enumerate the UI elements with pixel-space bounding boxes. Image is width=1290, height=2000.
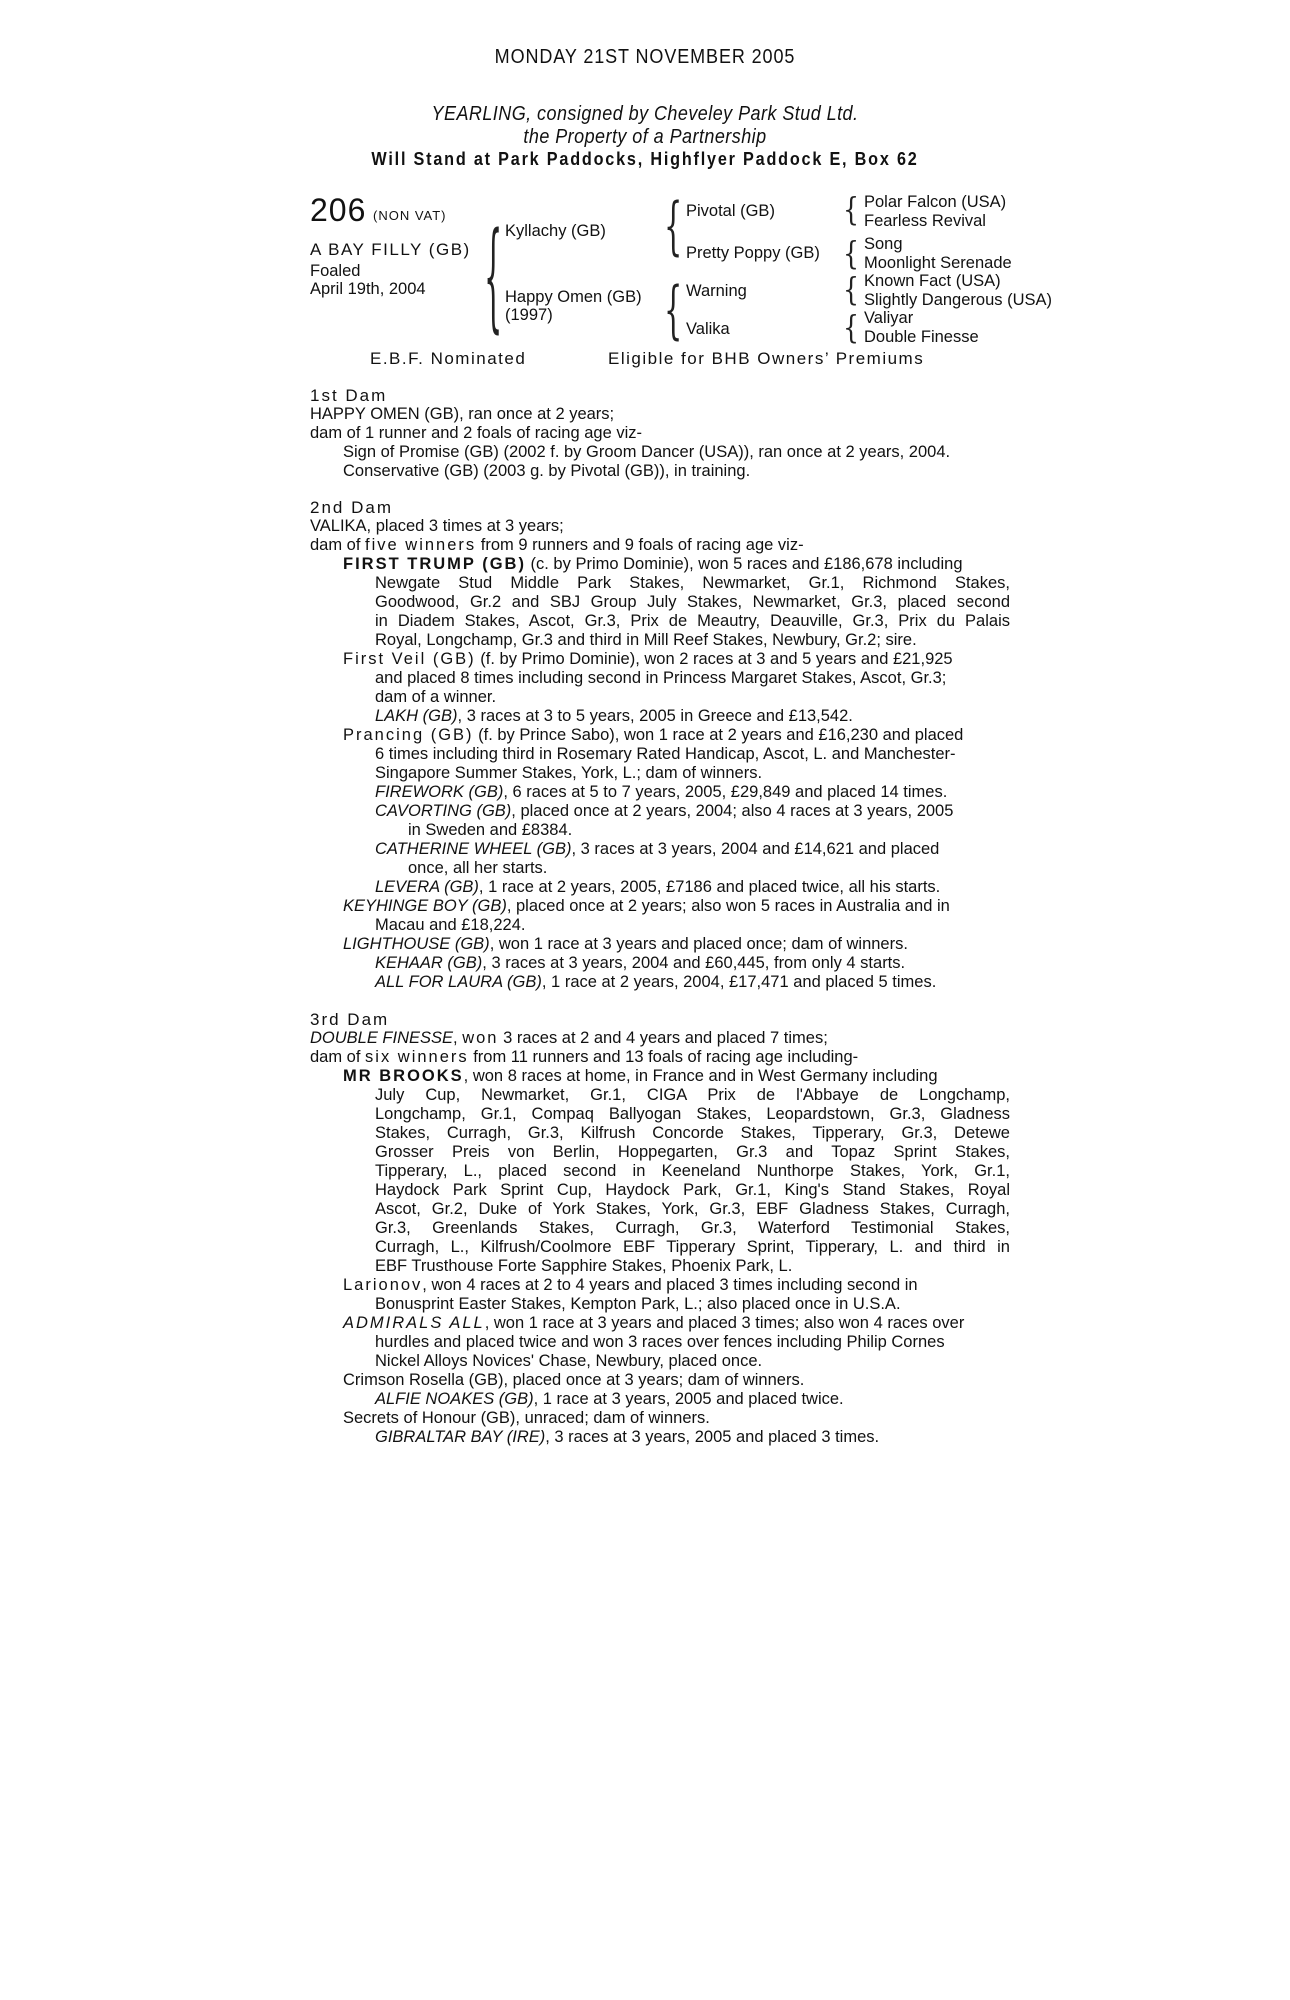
pedigree-brace: {	[484, 204, 503, 346]
sire-dam: Pretty Poppy (GB)	[686, 244, 820, 262]
dam-line	[310, 536, 1010, 555]
foaled-date: April 19th, 2004	[310, 280, 426, 298]
horse-name: LIGHTHOUSE (GB)	[343, 935, 490, 953]
text: , 6 races at 5 to 7 years, 2005, £29,849 and placed 14 times.	[503, 783, 948, 801]
produce-detail: Longchamp, Gr.1, Compaq Ballyogan Stakes, Leopardstown, Gr.3, Gladness	[375, 1105, 1010, 1123]
pedigree-brace: {	[843, 234, 860, 273]
ancestor: Fearless Revival	[864, 212, 986, 230]
dam-foaling-year: (1997)	[505, 306, 553, 324]
ancestor: Valiyar	[864, 309, 914, 327]
grand-produce-line	[310, 802, 1010, 821]
produce-detail: Grosser Preis von Berlin, Hoppegarten, Gr.3 and Topaz Sprint Stakes,	[375, 1143, 1010, 1161]
winners-count: six winners	[365, 1048, 469, 1066]
grand-produce-line	[310, 954, 1010, 973]
lot-description: A BAY FILLY (GB)	[310, 240, 471, 259]
produce-line: Conservative (GB) (2003 g. by Pivotal (GB)), in training.	[343, 462, 751, 480]
text: , 1 race at 2 years, 2004, £17,471 and placed 5 times.	[541, 973, 937, 991]
produce-detail: Tipperary, L., placed second in Keeneland Nunthorpe Stakes, York, Gr.1,	[375, 1162, 1010, 1180]
text: dam of	[310, 1048, 366, 1066]
produce-detail: 6 times including third in Rosemary Rated Handicap, Ascot, L. and Manchester-	[375, 745, 956, 763]
property-line: the Property of a Partnership	[523, 126, 767, 148]
produce-detail: EBF Trusthouse Forte Sapphire Stakes, Phoenix Park, L.	[375, 1257, 793, 1275]
produce-detail: in Sweden and £8384.	[408, 821, 573, 839]
produce-line	[310, 650, 1010, 669]
grand-produce-line	[310, 878, 1010, 897]
produce-detail: Royal, Longchamp, Gr.3 and third in Mill Reef Stakes, Newbury, Gr.2; sire.	[375, 631, 917, 649]
text: from 9 runners and 9 foals of racing age viz-	[476, 536, 804, 554]
horse-name: ALFIE NOAKES (GB)	[375, 1390, 534, 1408]
produce-detail: Macau and £18,224.	[375, 916, 526, 934]
sire: Kyllachy (GB)	[505, 222, 606, 240]
section-heading: 2nd Dam	[310, 498, 393, 517]
produce-line: Secrets of Honour (GB), unraced; dam of winners.	[343, 1409, 710, 1427]
bhb-eligibility: Eligible for BHB Owners’ Premiums	[608, 349, 925, 368]
text: , 3 races at 3 years, 2004 and £60,445, from only 4 starts.	[482, 954, 906, 972]
consignor-block	[65, 103, 1226, 149]
produce-line	[310, 897, 1010, 916]
grand-produce-line	[310, 1390, 1010, 1409]
produce-line: Sign of Promise (GB) (2002 f. by Groom Dancer (USA)), ran once at 2 years, 2004.	[343, 443, 951, 461]
produce-detail: Ascot, Gr.2, Duke of York Stakes, York, Gr.3, EBF Gladness Stakes, Curragh,	[375, 1200, 1010, 1218]
horse-name: CATHERINE WHEEL (GB)	[375, 840, 572, 858]
consignor-line: YEARLING, consigned by Cheveley Park Stud Ltd.	[431, 103, 859, 125]
produce-line	[310, 1067, 1010, 1086]
produce-line	[310, 1314, 1010, 1333]
text: , 3 races at 3 years, 2004 and £14,621 and placed	[571, 840, 940, 858]
dam-line	[310, 1029, 1010, 1048]
text: , won 4 races at 2 to 4 years and placed 3 times including second in	[422, 1276, 918, 1294]
dam-line: dam of 1 runner and 2 foals of racing age viz-	[310, 424, 643, 442]
horse-name: LAKH (GB)	[375, 707, 458, 725]
lot-number: 206	[310, 192, 367, 228]
ancestor: Double Finesse	[864, 328, 979, 346]
dam: Happy Omen (GB)	[505, 288, 642, 306]
text: , placed once at 2 years; also won 5 races in Australia and in	[506, 897, 950, 915]
horse-name: CAVORTING (GB)	[375, 802, 512, 820]
pedigree-brace: {	[843, 190, 860, 229]
horse-name: Prancing (GB)	[343, 726, 474, 744]
dam-dam: Valika	[686, 320, 730, 338]
pedigree-brace: {	[843, 308, 860, 347]
grand-produce-line	[310, 707, 1010, 726]
lot-info	[310, 189, 1010, 372]
text: 3 races at 2 and 4 years and placed 7 times;	[498, 1029, 828, 1047]
text: , 1 race at 3 years, 2005 and placed twice.	[533, 1390, 844, 1408]
text: , placed once at 2 years, 2004; also 4 races at 3 years, 2005	[511, 802, 954, 820]
text: , won 1 race at 3 years and placed 3 times; also won 4 races over	[484, 1314, 965, 1332]
ancestor: Moonlight Serenade	[864, 254, 1012, 272]
dam-line	[310, 1048, 1010, 1067]
first-dam-section	[310, 386, 1010, 481]
grand-produce-line	[310, 840, 1010, 859]
grand-produce-line	[310, 1428, 1010, 1447]
ancestor: Known Fact (USA)	[864, 272, 1001, 290]
ancestor: Slightly Dangerous (USA)	[864, 291, 1052, 309]
horse-name: ADMIRALS ALL	[343, 1314, 485, 1332]
text: dam of	[310, 536, 366, 554]
sire-sire: Pivotal (GB)	[686, 202, 775, 220]
horse-name: MR BROOKS	[343, 1067, 464, 1085]
pedigree-brace: {	[664, 273, 683, 348]
horse-name: ALL FOR LAURA (GB)	[375, 973, 542, 991]
section-heading: 3rd Dam	[310, 1010, 390, 1029]
produce-detail: Singapore Summer Stakes, York, L.; dam of winners.	[375, 764, 763, 782]
horse-name: FIRST TRUMP (GB)	[343, 555, 526, 573]
vat-status: (NON VAT)	[373, 208, 447, 223]
horse-name: KEYHINGE BOY (GB)	[343, 897, 507, 915]
produce-line	[310, 555, 1010, 574]
grand-produce-line	[310, 783, 1010, 802]
section-heading: 1st Dam	[310, 386, 388, 405]
text: (f. by Primo Dominie), won 2 races at 3 and 5 years and £21,925	[475, 650, 953, 668]
produce-detail: dam of a winner.	[375, 688, 497, 706]
foaled-label: Foaled	[310, 262, 361, 280]
horse-name: Larionov	[343, 1276, 423, 1294]
second-dam-section	[310, 498, 1010, 992]
third-dam-section	[310, 1010, 1010, 1447]
produce-line	[310, 726, 1010, 745]
text: from 11 runners and 13 foals of racing age including-	[468, 1048, 859, 1066]
ebf-nomination: E.B.F. Nominated	[370, 349, 527, 368]
produce-detail: Gr.3, Greenlands Stakes, Curragh, Gr.3, Waterford Testimonial Stakes,	[375, 1219, 1010, 1237]
horse-name: GIBRALTAR BAY (IRE)	[375, 1428, 546, 1446]
produce-detail: Nickel Alloys Novices' Chase, Newbury, placed once.	[375, 1352, 763, 1370]
text: , won 8 races at home, in France and in West Germany including	[463, 1067, 938, 1085]
produce-detail: Curragh, L., Kilfrush/Coolmore EBF Tipperary Sprint, Tipperary, L. and third in	[375, 1238, 1010, 1256]
dam-sire: Warning	[686, 282, 747, 300]
produce-detail: Haydock Park Sprint Cup, Haydock Park, Gr.1, King's Stand Stakes, Royal	[375, 1181, 1010, 1199]
produce-detail: Newgate Stud Middle Park Stakes, Newmarket, Gr.1, Richmond Stakes,	[375, 574, 1010, 592]
produce-detail: Goodwood, Gr.2 and SBJ Group July Stakes, Newmarket, Gr.3, placed second	[375, 593, 1010, 611]
text: , 3 races at 3 years, 2005 and placed 3 times.	[545, 1428, 880, 1446]
pedigree-brace: {	[843, 270, 860, 309]
text: , won 1 race at 3 years and placed once; dam of winners.	[489, 935, 908, 953]
text: (c. by Primo Dominie), won 5 races and £186,678 including	[525, 555, 963, 573]
produce-detail: Stakes, Curragh, Gr.3, Kilfrush Concorde Stakes, Tipperary, Gr.3, Detewe	[375, 1124, 1010, 1142]
produce-line	[310, 1276, 1010, 1295]
horse-name: DOUBLE FINESSE	[310, 1029, 454, 1047]
pedigree-brace: {	[664, 189, 683, 264]
produce-detail: once, all her starts.	[408, 859, 548, 877]
stand-location: Will Stand at Park Paddocks, Highflyer Paddock E, Box 62	[371, 149, 919, 169]
text: won	[462, 1029, 499, 1047]
dam-line: HAPPY OMEN (GB), ran once at 2 years;	[310, 405, 615, 423]
produce-detail: July Cup, Newmarket, Gr.1, CIGA Prix de l'Abbaye de Longchamp,	[375, 1086, 1010, 1104]
sale-date: MONDAY 21ST NOVEMBER 2005	[494, 46, 796, 68]
horse-name: FIREWORK (GB)	[375, 783, 504, 801]
text: ,	[453, 1029, 463, 1047]
text: , 1 race at 2 years, 2005, £7186 and placed twice, all his starts.	[478, 878, 941, 896]
produce-detail: Bonusprint Easter Stakes, Kempton Park, L.; also placed once in U.S.A.	[375, 1295, 901, 1313]
text: , 3 races at 3 to 5 years, 2005 in Greece and £13,542.	[457, 707, 853, 725]
text: (f. by Prince Sabo), won 1 race at 2 years and £16,230 and placed	[473, 726, 964, 744]
produce-detail: hurdles and placed twice and won 3 races over fences including Philip Cornes	[375, 1333, 945, 1351]
dam-line: VALIKA, placed 3 times at 3 years;	[310, 517, 564, 535]
grand-produce-line	[310, 973, 1010, 992]
produce-line: Crimson Rosella (GB), placed once at 3 years; dam of winners.	[343, 1371, 805, 1389]
winners-count: five winners	[365, 536, 477, 554]
horse-name: KEHAAR (GB)	[375, 954, 483, 972]
ancestor: Song	[864, 235, 903, 253]
produce-line	[310, 935, 1010, 954]
produce-detail: and placed 8 times including second in Princess Margaret Stakes, Ascot, Gr.3;	[375, 669, 947, 687]
ancestor: Polar Falcon (USA)	[864, 193, 1007, 211]
horse-name: First Veil (GB)	[343, 650, 476, 668]
produce-detail: in Diadem Stakes, Ascot, Gr.3, Prix de Meautry, Deauville, Gr.3, Prix du Palais	[375, 612, 1010, 630]
horse-name: LEVERA (GB)	[375, 878, 479, 896]
